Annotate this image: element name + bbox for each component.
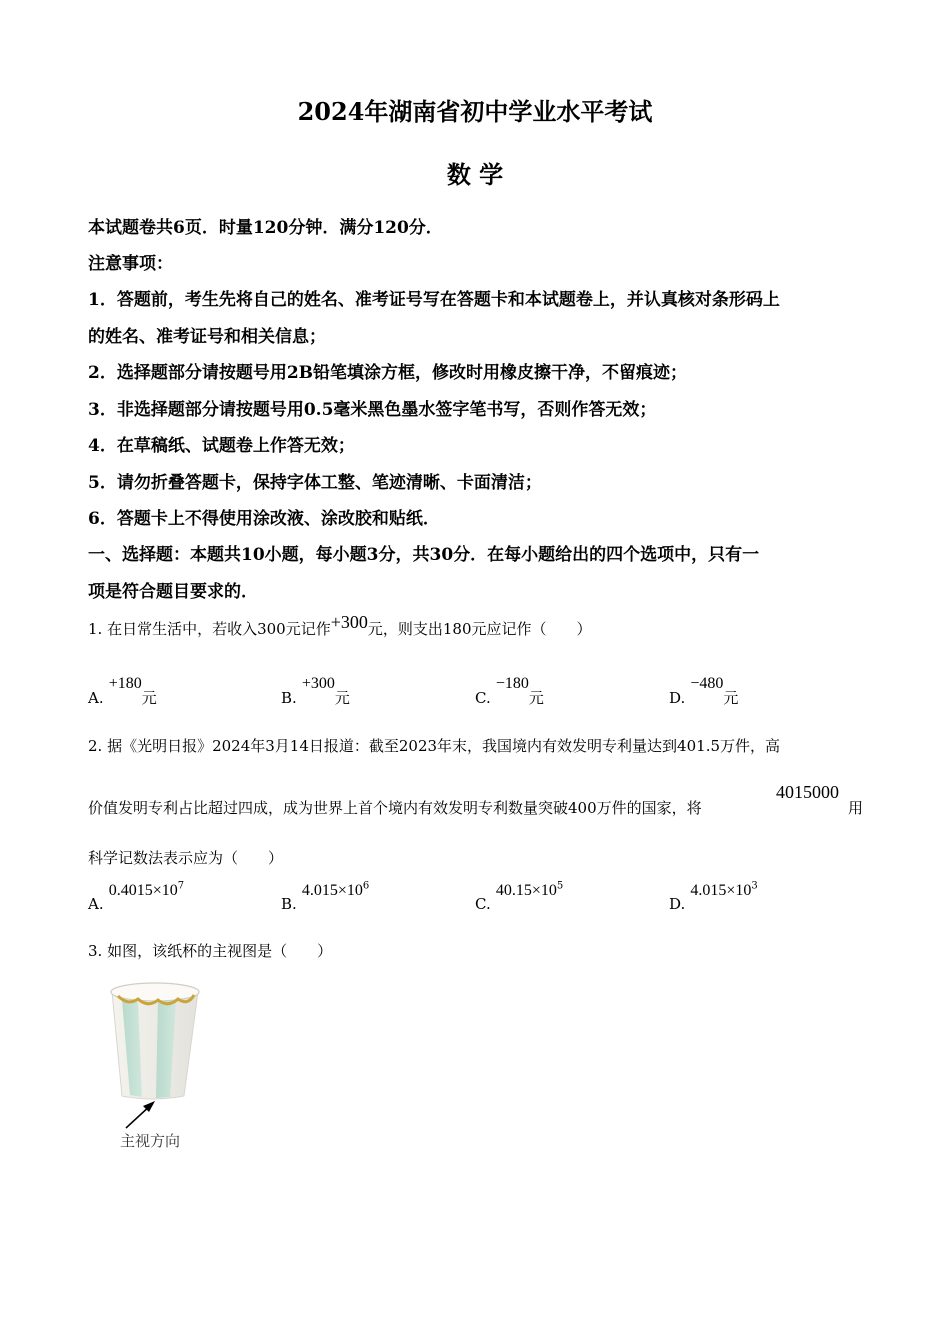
question-text: 1. 在日常生活中，若收入300元记作 [88, 620, 331, 638]
option-d[interactable] [669, 880, 758, 913]
option-letter: A. [88, 895, 104, 913]
note-line: 的姓名、准考证号和相关信息； [88, 327, 326, 347]
option-value: 40.15×10 [495, 882, 557, 899]
option-letter: A. [88, 689, 104, 707]
option-exponent: 5 [556, 880, 564, 892]
question-text: 元，则支出180元应记作（ ） [367, 620, 592, 638]
option-letter: D. [669, 689, 686, 707]
question-1 [88, 612, 592, 639]
notes-heading: 注意事项： [88, 254, 173, 274]
subject-title: 数 学 [446, 160, 504, 189]
question-2-line: 科学记数法表示应为（ ） [88, 849, 284, 867]
option-unit: 元 [141, 689, 157, 707]
exam-summary: 本试题卷共6页．时量120分钟．满分120分． [88, 218, 443, 238]
question-3: 3. 如图，该纸杯的主视图是（ ） [88, 942, 333, 960]
option-value: 4.015×10 [301, 882, 363, 899]
option-b[interactable] [281, 880, 370, 913]
note-line: 3．非选择题部分请按题号用0.5毫米黑色墨水签字笔书写，否则作答无效； [88, 400, 657, 420]
option-letter: B. [281, 689, 297, 707]
option-value: +300 [301, 675, 335, 692]
math-expression: 4015000 [776, 782, 839, 802]
section-heading: 项是符合题目要求的． [88, 582, 258, 602]
option-letter: B. [281, 895, 297, 913]
section-heading: 一、选择题：本题共10小题，每小题3分，共30分．在每小题给出的四个选项中，只有一 [88, 545, 760, 565]
option-unit: 元 [334, 689, 350, 707]
cup-rim [111, 983, 199, 1001]
option-value: 4.015×10 [690, 882, 752, 899]
question-text: 用 [848, 799, 864, 817]
option-unit: 元 [723, 689, 739, 707]
option-exponent: 7 [177, 880, 185, 892]
option-c[interactable] [475, 880, 564, 913]
option-d[interactable] [669, 672, 739, 707]
option-exponent: 3 [751, 880, 758, 892]
option-value: −480 [690, 675, 724, 692]
option-letter: C. [475, 895, 491, 913]
option-letter: C. [475, 689, 491, 707]
note-line: 1．答题前，考生先将自己的姓名、准考证号写在答题卡和本试题卷上，并认真核对条形码上 [88, 290, 780, 310]
option-letter: D. [669, 895, 686, 913]
view-direction-label: 主视方向 [120, 1132, 181, 1150]
exam-title: 2024年湖南省初中学业水平考试 [297, 97, 653, 126]
option-value: +180 [108, 675, 142, 692]
option-value: −180 [495, 675, 529, 692]
option-c[interactable] [475, 672, 544, 707]
option-b[interactable] [281, 672, 350, 707]
question-2-line: 2. 据《光明日报》2024年3月14日报道：截至2023年末，我国境内有效发明专利量达到401.5万件，高 [88, 737, 781, 755]
question-text: 价值发明专利占比超过四成，成为世界上首个境内有效发明专利数量突破400万件的国家，将 [88, 799, 702, 817]
math-expression: +300 [330, 612, 368, 632]
option-value: 0.4015×10 [108, 882, 178, 899]
option-a[interactable] [88, 880, 185, 913]
option-a[interactable] [88, 672, 157, 707]
note-line: 6．答题卡上不得使用涂改液、涂改胶和贴纸． [88, 509, 440, 529]
note-line: 5．请勿折叠答题卡，保持字体工整、笔迹清晰、卡面清洁； [88, 473, 542, 493]
question-2-line [88, 797, 702, 818]
option-exponent: 6 [362, 880, 370, 892]
note-line: 4．在草稿纸、试题卷上作答无效； [88, 436, 355, 456]
option-unit: 元 [528, 689, 544, 707]
note-line: 2．选择题部分请按题号用2B铅笔填涂方框，修改时用橡皮擦干净，不留痕迹； [88, 363, 688, 383]
